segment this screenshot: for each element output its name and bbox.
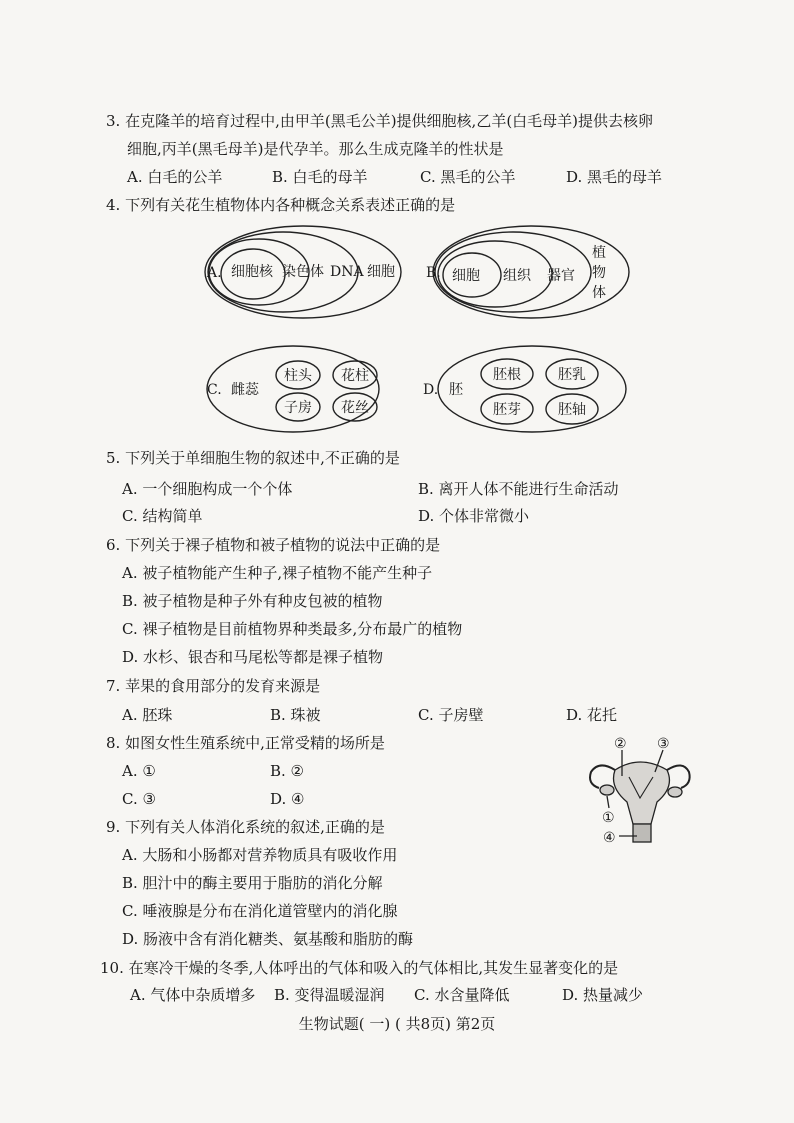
q4c-label-style: 花柱 — [341, 368, 369, 384]
q4b-label-plant-3: 体 — [592, 285, 606, 301]
q4d-label-hypocotyl: 胚轴 — [558, 402, 586, 418]
q6-option-a: A. 被子植物能产生种子,裸子植物不能产生种子 — [122, 564, 433, 582]
q9-option-c: C. 唾液腺是分布在消化道管壁内的消化腺 — [122, 902, 398, 920]
q10-option-d: D. 热量减少 — [562, 986, 644, 1004]
q3-option-d: D. 黑毛的母羊 — [566, 168, 663, 186]
vagina — [633, 824, 651, 842]
q4d-label-endosperm: 胚乳 — [558, 367, 586, 383]
q4d-letter: D. — [423, 382, 439, 398]
q5-option-b: B. 离开人体不能进行生命活动 — [418, 480, 619, 498]
q6-option-c: C. 裸子植物是目前植物界种类最多,分布最广的植物 — [122, 620, 463, 638]
q7-option-d: D. 花托 — [566, 706, 618, 724]
q6-option-b: B. 被子植物是种子外有种皮包被的植物 — [122, 592, 383, 610]
q4a-letter: A. — [207, 265, 222, 281]
q4c-label-filament: 花丝 — [341, 400, 369, 416]
q3-option-b: B. 白毛的母羊 — [272, 168, 368, 186]
q10-stem: 10. 在寒冷干燥的冬季,人体呼出的气体和吸入的气体相比,其发生显著变化的是 — [100, 959, 619, 977]
q6-option-d: D. 水杉、银杏和马尾松等都是裸子植物 — [122, 648, 384, 666]
q4d-label-plumule: 胚芽 — [493, 402, 521, 418]
q5-option-a: A. 一个细胞构成一个个体 — [122, 480, 293, 498]
q4d-label-embryo: 胚 — [449, 382, 463, 398]
q4c-label-ovary: 子房 — [284, 400, 312, 416]
q4a-label-chromosome: 染色体 — [282, 264, 324, 280]
figure-label-3: ③ — [657, 736, 670, 752]
q3-stem-line2: 细胞,丙羊(黑毛母羊)是代孕羊。那么生成克隆羊的性状是 — [127, 140, 504, 158]
q10-option-c: C. 水含量降低 — [414, 986, 510, 1004]
q4d-outer-ellipse — [438, 346, 626, 432]
figure-label-4: ④ — [603, 830, 616, 846]
q4b-label-organ: 器官 — [547, 268, 575, 284]
q4a-label-cell: 细胞 — [367, 264, 395, 280]
q9-option-b: B. 胆汁中的酶主要用于脂肪的消化分解 — [122, 874, 383, 892]
q4c-label-stigma: 柱头 — [284, 368, 312, 384]
page-footer: 生物试题( 一) ( 共8页) 第2页 — [298, 1015, 496, 1033]
q9-stem: 9. 下列有关人体消化系统的叙述,正确的是 — [106, 818, 385, 836]
q7-option-b: B. 珠被 — [270, 706, 321, 724]
q4-stem: 4. 下列有关花生植物体内各种概念关系表述正确的是 — [106, 196, 456, 214]
right-ovary — [668, 787, 682, 797]
q4a-label-dna: DNA — [330, 264, 364, 280]
left-ovary — [600, 785, 614, 795]
q5-option-d: D. 个体非常微小 — [418, 507, 530, 525]
q3-option-a: A. 白毛的公羊 — [127, 168, 223, 186]
q4-concept-diagrams — [195, 222, 635, 437]
q4d-label-radicle: 胚根 — [493, 367, 521, 383]
q4c-label-pistil: 雌蕊 — [231, 382, 259, 398]
q4b-label-plant-1: 植 — [592, 245, 606, 261]
q4b-letter: B. — [426, 265, 441, 281]
q4a-label-nucleus: 细胞核 — [231, 264, 273, 280]
q8-female-reproductive-figure — [585, 732, 695, 847]
q4b-label-plant-2: 物 — [592, 265, 606, 281]
q7-option-c: C. 子房壁 — [418, 706, 484, 724]
q4c-letter: C. — [207, 382, 222, 398]
q4b-label-cell: 细胞 — [452, 268, 480, 284]
q10-option-b: B. 变得温暖湿润 — [274, 986, 385, 1004]
q5-stem: 5. 下列关于单细胞生物的叙述中,不正确的是 — [106, 449, 400, 467]
q10-option-a: A. 气体中杂质增多 — [130, 986, 256, 1004]
q3-stem-line1: 3. 在克隆羊的培育过程中,由甲羊(黑毛公羊)提供细胞核,乙羊(白毛母羊)提供去核卵 — [106, 112, 654, 130]
q9-option-d: D. 肠液中含有消化糖类、氨基酸和脂肪的酶 — [122, 930, 414, 948]
q3-option-c: C. 黑毛的公羊 — [420, 168, 516, 186]
q9-option-a: A. 大肠和小肠都对营养物质具有吸收作用 — [122, 846, 398, 864]
q7-option-a: A. 胚珠 — [122, 706, 173, 724]
q5-option-c: C. 结构简单 — [122, 507, 203, 525]
q8-option-d: D. ④ — [270, 790, 305, 808]
q4b-label-tissue: 组织 — [503, 268, 531, 284]
q8-option-b: B. ② — [270, 762, 305, 780]
figure-label-1: ① — [602, 810, 615, 826]
right-oviduct — [667, 765, 690, 788]
q8-option-a: A. ① — [122, 762, 156, 780]
q7-stem: 7. 苹果的食用部分的发育来源是 — [106, 677, 321, 695]
q8-stem: 8. 如图女性生殖系统中,正常受精的场所是 — [106, 734, 385, 752]
left-oviduct — [590, 765, 615, 788]
figure-label-2: ② — [614, 736, 627, 752]
q6-stem: 6. 下列关于裸子植物和被子植物的说法中正确的是 — [106, 536, 441, 554]
q8-option-c: C. ③ — [122, 790, 156, 808]
